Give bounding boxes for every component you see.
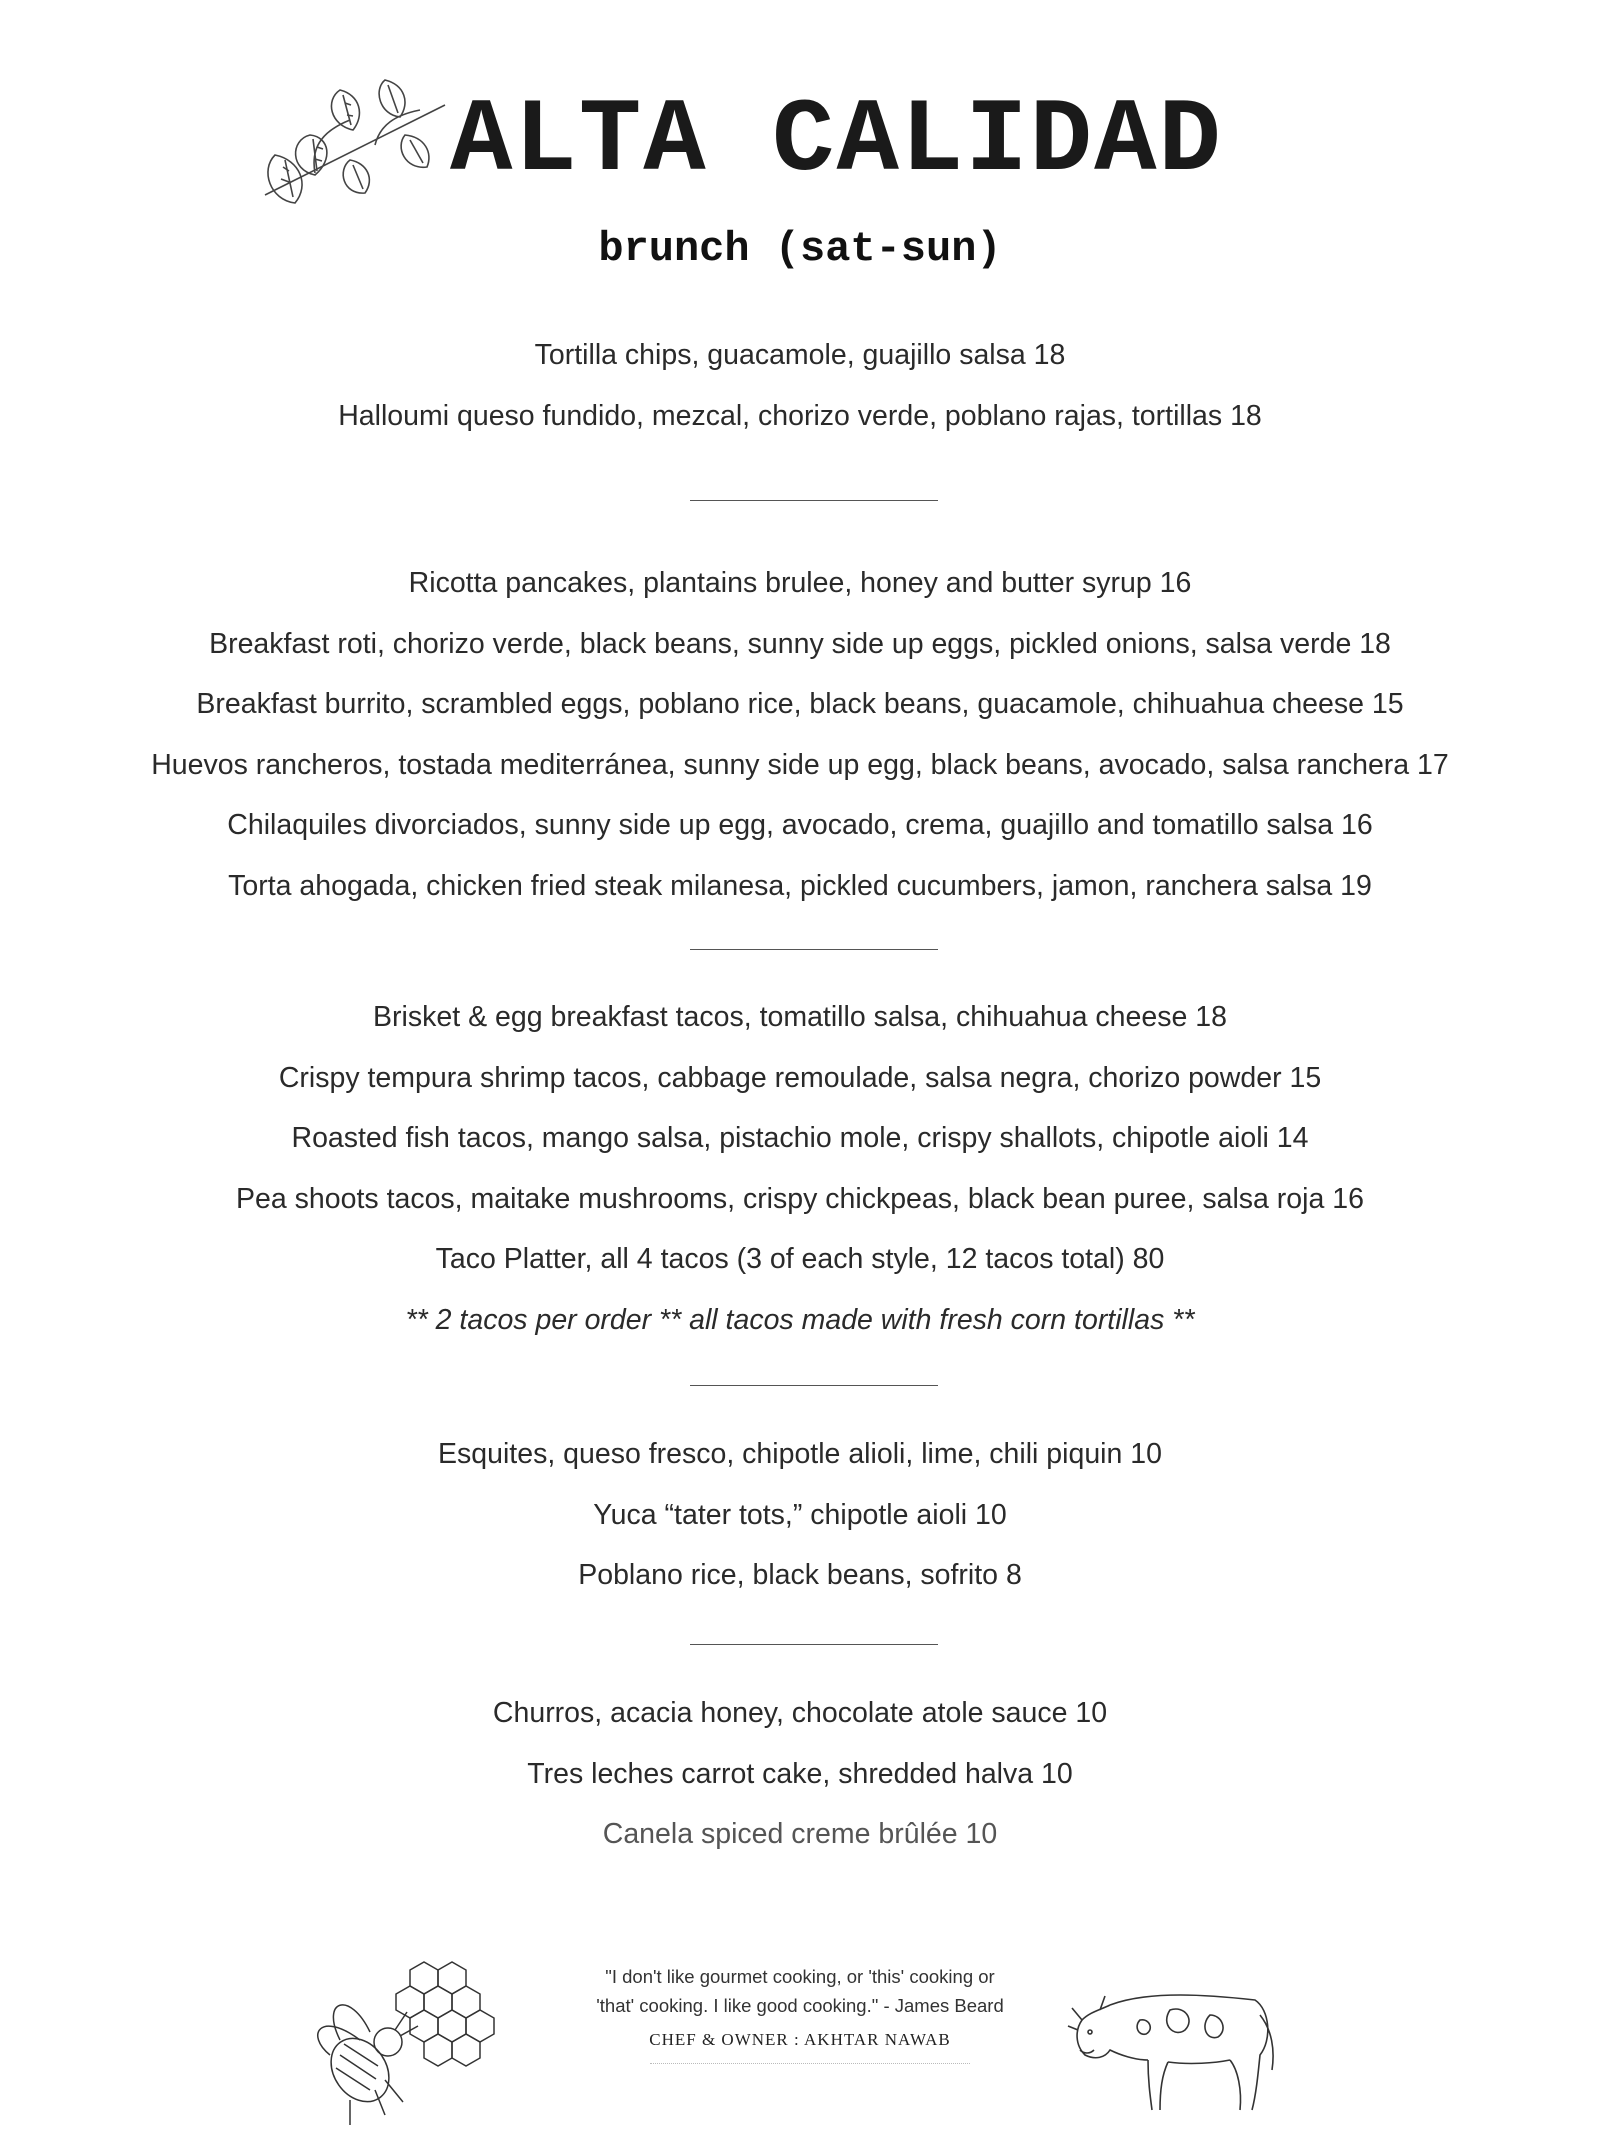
menu-section-desserts (0, 1683, 1600, 1865)
menu-item: Breakfast roti, chorizo verde, black beans, sunny side up eggs, pickled onions, salsa verde 18 (209, 627, 1391, 660)
restaurant-title: ALTA CALIDAD (450, 83, 1223, 201)
menu-item: Pea shoots tacos, maitake mushrooms, crispy chickpeas, black bean puree, salsa roja 16 (236, 1182, 1364, 1215)
menu-header (0, 60, 1600, 220)
quote (560, 1962, 1040, 2020)
menu-item: Taco Platter, all 4 tacos (3 of each style, 12 tacos total) 80 (435, 1243, 1165, 1275)
menu-subtitle: brunch (sat-sun) (598, 225, 1002, 273)
chef-underline (650, 2063, 970, 2064)
leaves-icon (255, 75, 455, 215)
menu-section-plates (0, 553, 1600, 916)
menu-item: Tres leches carrot cake, shredded halva 10 (527, 1757, 1073, 1790)
menu-item: Esquites, queso fresco, chipotle alioli, lime, chili piquin 10 (438, 1438, 1162, 1470)
menu-item: Brisket & egg breakfast tacos, tomatillo salsa, chihuahua cheese 18 (373, 1001, 1227, 1033)
menu-item: Churros, acacia honey, chocolate atole sauce 10 (492, 1697, 1108, 1729)
menu-item: Chilaquiles divorciados, sunny side up egg, avocado, crema, guajillo and tomatillo salsa 16 (227, 809, 1373, 841)
quote-line: "I don't like gourmet cooking, or 'this' cooking or (605, 1966, 995, 1987)
menu-item: Ricotta pancakes, plantains brulee, honey and butter syrup 16 (408, 567, 1192, 599)
cow-icon (1060, 1960, 1280, 2115)
section-divider (690, 1644, 938, 1645)
section-divider (690, 949, 938, 950)
section-divider (690, 500, 938, 501)
section-divider (690, 1385, 938, 1386)
menu-item: Huevos rancheros, tostada mediterránea, sunny side up egg, black beans, avocado, salsa ranchera 17 (151, 748, 1449, 781)
menu-item: Breakfast burrito, scrambled eggs, poblano rice, black beans, guacamole, chihuahua cheese 15 (196, 688, 1404, 720)
bee-honeycomb-icon (300, 1960, 510, 2130)
menu-item: Yuca “tater tots,” chipotle aioli 10 (593, 1498, 1007, 1531)
menu-section-sides (0, 1424, 1600, 1606)
menu-item: Tortilla chips, guacamole, guajillo salsa 18 (534, 339, 1066, 371)
menu-item: Canela spiced creme brûlée 10 (602, 1818, 998, 1850)
menu-section-starters (0, 325, 1600, 446)
menu-item: Crispy tempura shrimp tacos, cabbage remoulade, salsa negra, chorizo powder 15 (278, 1061, 1322, 1094)
menu-item: Roasted fish tacos, mango salsa, pistachio mole, crispy shallots, chipotle aioli 14 (291, 1122, 1309, 1154)
quote-line: 'that' cooking. I like good cooking." - James Beard (596, 1995, 1004, 2016)
taco-note: ** 2 tacos per order ** all tacos made with fresh corn tortillas ** (405, 1303, 1195, 1336)
chef-credit: CHEF & OWNER : AKHTAR NAWAB (649, 2030, 951, 2049)
menu-footer (0, 1940, 1600, 2130)
menu-item: Halloumi queso fundido, mezcal, chorizo verde, poblano rajas, tortillas 18 (338, 399, 1262, 432)
menu-item: Poblano rice, black beans, sofrito 8 (578, 1559, 1022, 1591)
menu-section-tacos (0, 987, 1600, 1350)
menu-item: Torta ahogada, chicken fried steak milanesa, pickled cucumbers, jamon, ranchera salsa 19 (228, 869, 1372, 902)
